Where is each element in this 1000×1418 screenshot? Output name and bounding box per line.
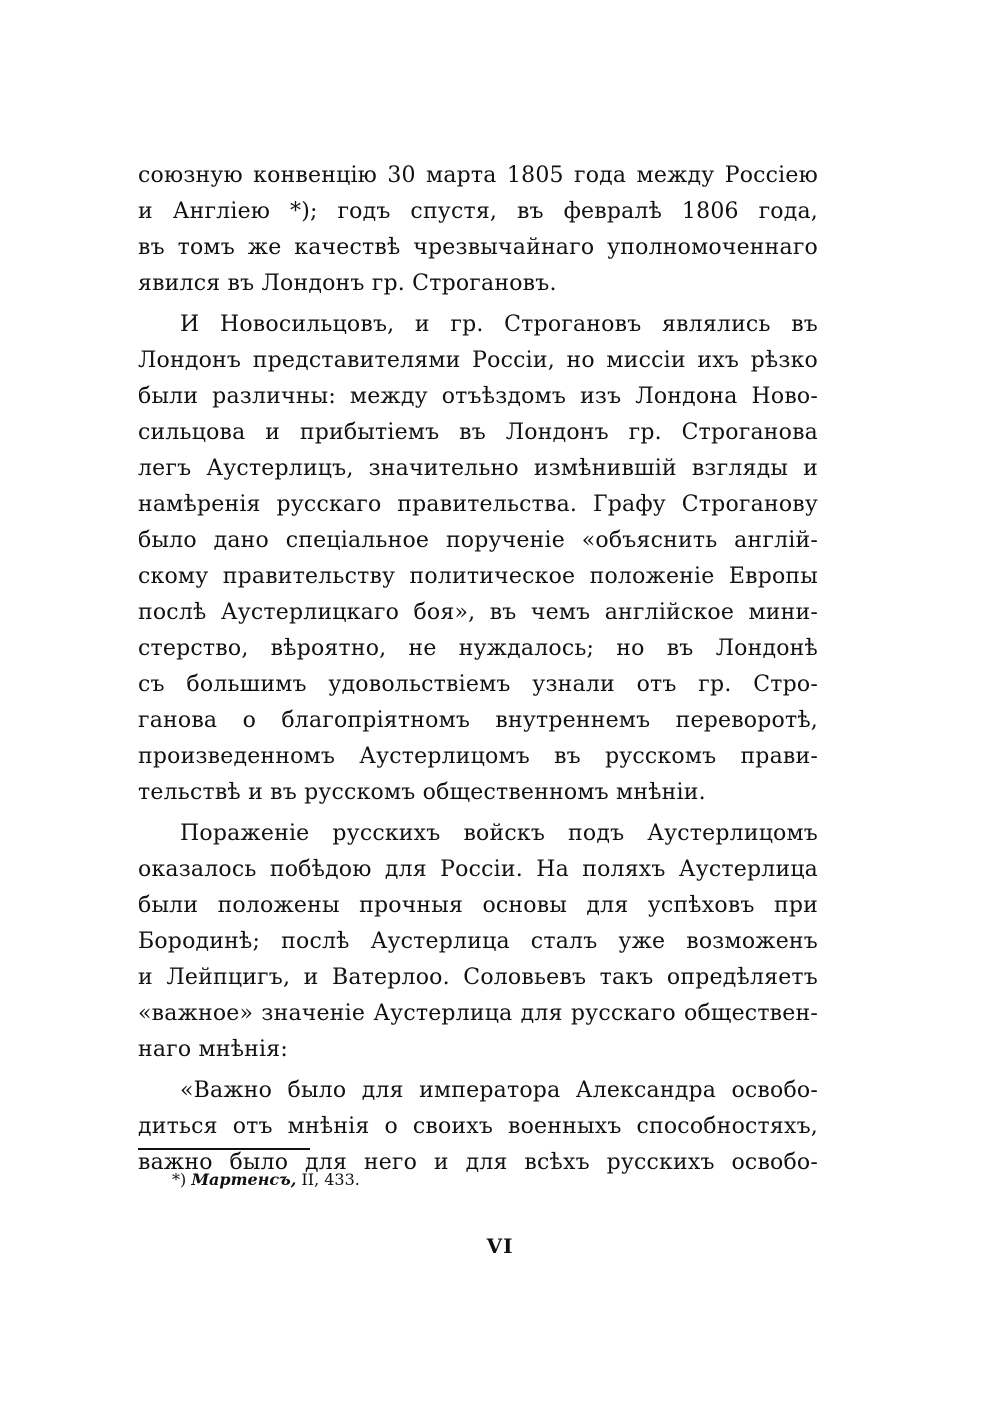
paragraph	[138, 158, 818, 302]
footnote-author: Мартенсъ,	[191, 1170, 297, 1189]
text-line: было дано спеціальное порученіе «объяснить англій-	[138, 528, 818, 553]
text-line: тельствѣ и въ русскомъ общественномъ мнѣніи.	[138, 780, 706, 805]
text-line: стерство, вѣроятно, не нуждалось; но въ Лондонѣ	[138, 636, 818, 661]
footnote	[172, 1168, 360, 1192]
text-line: И Новосильцовъ, и гр. Строгановъ являлись въ	[180, 312, 818, 337]
text-line: съ большимъ удовольствіемъ узнали отъ гр. Стро-	[138, 672, 818, 697]
text-line: намѣренія русскаго правительства. Графу Строганову	[138, 492, 818, 517]
body-text	[138, 158, 818, 1181]
text-line: ганова о благопріятномъ внутреннемъ переворотѣ,	[138, 708, 818, 733]
text-line: «Важно было для императора Александра освобо-	[180, 1078, 818, 1103]
text-line: важно было для него и для всѣхъ русскихъ освобо-	[138, 1150, 818, 1175]
text-line: наго мнѣнія:	[138, 1037, 288, 1062]
text-line: оказалось побѣдою для Россіи. На поляхъ Аустерлица	[138, 857, 818, 882]
text-line: и Лейпцигъ, и Ватерлоо. Соловьевъ такъ опредѣляетъ	[138, 965, 818, 990]
text-line: Бородинѣ; послѣ Аустерлица сталъ уже возможенъ	[138, 929, 818, 954]
text-line: послѣ Аустерлицкаго боя», въ чемъ англійское мини-	[138, 600, 818, 625]
text-line: союзную конвенцію 30 марта 1805 года между Россіею	[138, 163, 818, 188]
text-line: въ томъ же качествѣ чрезвычайнаго уполномоченнаго	[138, 235, 818, 260]
text-line: диться отъ мнѣнія о своихъ военныхъ способностяхъ,	[138, 1114, 818, 1139]
text-line: произведенномъ Аустерлицомъ въ русскомъ прави-	[138, 744, 818, 769]
paragraph	[138, 307, 818, 811]
text-line: явился въ Лондонъ гр. Строгановъ.	[138, 271, 557, 296]
page-number: VI	[486, 1234, 514, 1258]
text-line: и Англіею *); годъ спустя, въ февралѣ 1806 года,	[138, 199, 818, 224]
text-line: скому правительству политическое положеніе Европы	[138, 564, 818, 589]
footnote-marker: *)	[172, 1170, 187, 1189]
quotation-paragraph	[138, 1073, 818, 1181]
text-line: сильцова и прибытіемъ въ Лондонъ гр. Строганова	[138, 420, 818, 445]
text-line: были положены прочныя основы для успѣховъ при	[138, 893, 818, 918]
text-line: были различны: между отъѣздомъ изъ Лондона Ново-	[138, 384, 818, 409]
text-line: легъ Аустерлицъ, значительно измѣнившій взгляды и	[138, 456, 818, 481]
text-line: «важное» значеніе Аустерлица для русскаго обществен-	[138, 1001, 818, 1026]
text-line: Пораженіе русскихъ войскъ подъ Аустерлицомъ	[180, 821, 818, 846]
footnote-reference: II, 433.	[301, 1170, 360, 1189]
text-line: Лондонъ представителями Россіи, но миссіи ихъ рѣзко	[138, 348, 818, 373]
paragraph	[138, 816, 818, 1068]
footnote-rule	[138, 1148, 310, 1150]
